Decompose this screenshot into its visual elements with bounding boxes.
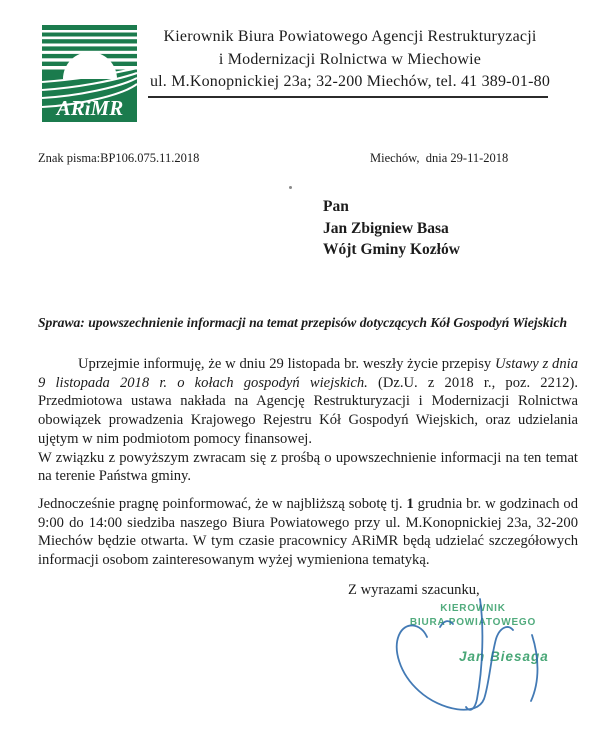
letterhead-line-1: Kierownik Biura Powiatowego Agencji Restrukturyzacji [163,28,537,45]
handwritten-signature [385,597,570,727]
body-paragraph-1: Uprzejmie informuję, że w dniu 29 listopada br. weszły życie przepisy Ustawy z dnia 9 listopada 2018 r. o kołach gospodyń wiejskich. (Dz.U. z 2018 r., poz. 2212). Przedmiotowa ustawa nakłada na Agencję Restrukturyzacji i Modernizacji Rolnictwa obowiązek prowadzenia Krajowego Rejestru Kół Gospodyń Wiejskich, oraz udzielania ujętym w nim podmiotom pomocy finansowej. [38,356,578,447]
addressee-title: Wójt Gminy Kozłów [323,241,460,258]
stamp-name: Jan Biesaga [459,649,549,664]
place-and-date: Miechów, dnia 29-11-2018 [370,151,509,165]
logo-text: ARiMR [56,96,124,120]
addressee-salutation: Pan [323,198,349,215]
closing-salutation: Z wyrazami szacunku, [348,582,480,598]
letterhead-divider [148,96,548,98]
letterhead-text [148,26,552,94]
arimr-logo [42,25,137,122]
letterhead-line-2: i Modernizacji Rolnictwa w Miechowie [218,50,482,68]
body-paragraph-2: Jednocześnie pragnę poinformować, że w najbliższą sobotę tj. 1 grudnia br. w godzinach od 9:00 do 14:00 siedziba naszego Biura Powiatowego przy ul. M.Konopnickiej 23a, 32-200 Miechów będzie otwarta. W tym czasie pracownicy ARiMR będą udzielać szczegółowych informacji osobom zainteresowanym wyżej wymieniona tematyką. [38,495,578,569]
letter-body [38,355,578,570]
stamp-title-line-1: KIEROWNIK [440,603,506,614]
addressee-name: Jan Zbigniew Basa [323,219,449,237]
stamp-title-line-2: BIURA POWIATOWEGO [409,616,537,628]
reference-number: Znak pisma:BP106.075.11.2018 [38,151,200,165]
body-paragraph-1b: W związku z powyższym zwracam się z prośbą o upowszechnienie informacji na ten temat na terenie Państwa gminy. [38,449,578,485]
signature-strokes [397,599,538,710]
subject-line: Sprawa: upowszechnienie informacji na temat przepisów dotyczących Kół Gospodyń Wiejskich [38,315,568,330]
addressee-block [323,196,460,261]
letterhead-line-3: ul. M.Konopnickiej 23a; 32-200 Miechów, tel. 41 389-01-80 [149,73,551,90]
scan-artifact-dot [289,186,292,189]
